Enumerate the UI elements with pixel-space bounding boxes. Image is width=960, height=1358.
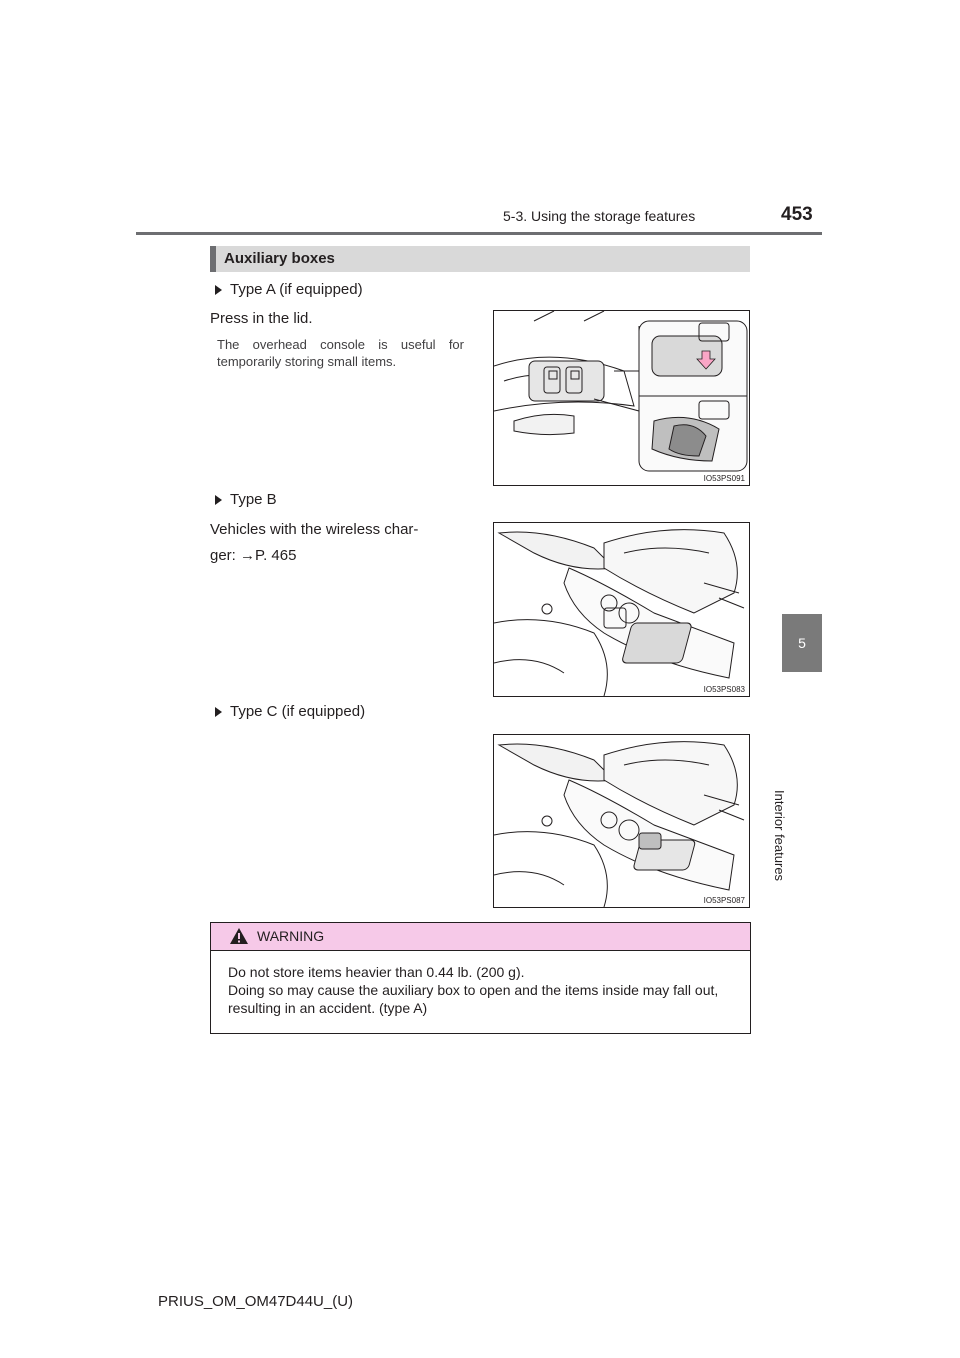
overhead-console-illustration: [494, 311, 749, 485]
type-a-note: The overhead console is useful for temporarily storing small items.: [217, 337, 464, 369]
page-number: 453: [781, 204, 813, 225]
document-id: PRIUS_OM_OM47D44U_(U): [158, 1293, 354, 1310]
warning-box: [210, 922, 751, 1034]
figure-c-code: IO53PS087: [703, 896, 745, 905]
type-b-bullet: [215, 491, 277, 508]
type-a-bullet: [215, 281, 363, 298]
triangle-bullet-icon: [215, 285, 222, 295]
center-console-c-illustration: [494, 735, 749, 907]
header-section-title: 5-3. Using the storage features: [503, 208, 696, 224]
figure-type-c: [493, 734, 750, 908]
warning-triangle-icon: [229, 927, 249, 945]
type-c-label: Type C (if equipped): [230, 703, 366, 720]
type-b-line2[interactable]: ger: →P. 465: [210, 547, 297, 564]
center-console-b-illustration: [494, 523, 749, 696]
chapter-label: Interior features: [772, 790, 787, 882]
warning-line2: Doing so may cause the auxiliary box to open and the items inside may fall out, resulting in an accident. (type A): [228, 982, 719, 1016]
triangle-bullet-icon: [215, 707, 222, 717]
warning-title: WARNING: [257, 928, 325, 944]
figure-b-code: IO53PS083: [703, 685, 745, 694]
warning-body: [228, 963, 743, 1017]
figure-type-a: [493, 310, 750, 486]
warning-header: [211, 923, 750, 951]
section-heading-accent: [210, 246, 216, 272]
warning-line1: Do not store items heavier than 0.44 lb. (200 g).: [228, 964, 525, 980]
section-heading-bar: [210, 246, 750, 272]
section-heading: Auxiliary boxes: [224, 250, 335, 267]
type-b-text: [210, 517, 460, 569]
type-a-instruction: Press in the lid.: [210, 310, 313, 327]
chapter-tab: 5: [782, 614, 822, 672]
triangle-bullet-icon: [215, 495, 222, 505]
type-b-line1: Vehicles with the wireless char-: [210, 521, 419, 538]
type-c-bullet: [215, 703, 365, 720]
type-b-label: Type B: [230, 491, 277, 508]
header-rule: [136, 232, 822, 235]
type-a-label: Type A (if equipped): [230, 281, 363, 298]
figure-a-code: IO53PS091: [703, 474, 745, 483]
figure-type-b: [493, 522, 750, 697]
